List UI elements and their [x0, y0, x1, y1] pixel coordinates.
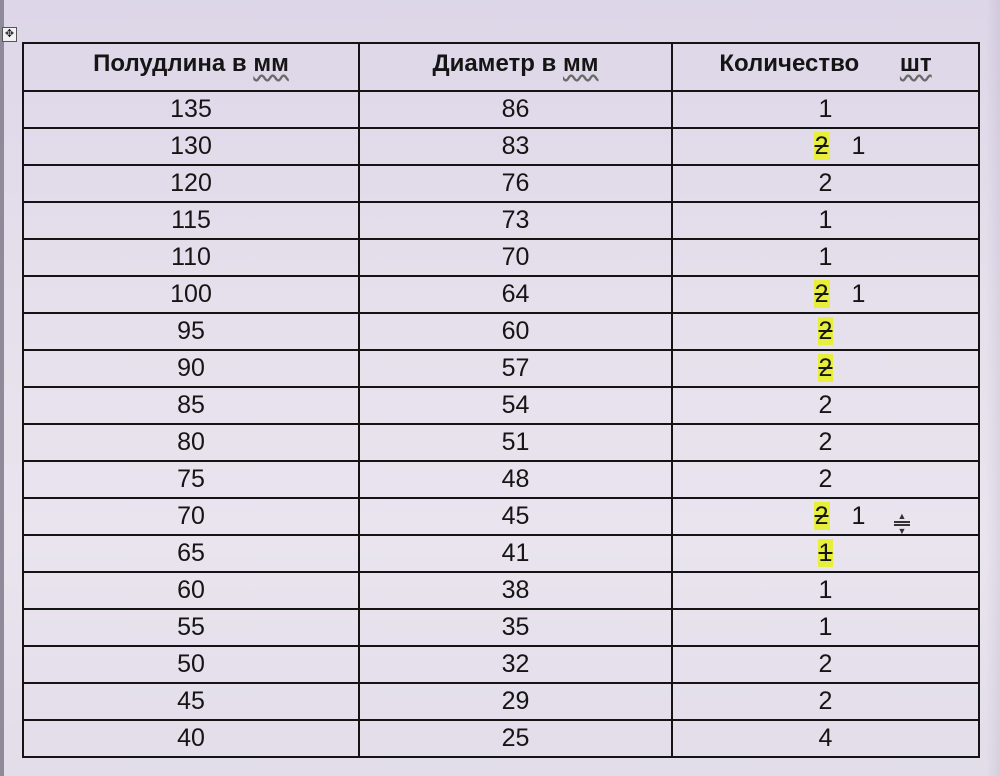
cell-diameter[interactable]: 64 [359, 276, 672, 313]
quantity-current-value: 2 [818, 465, 833, 493]
cell-half-length[interactable]: 60 [23, 572, 359, 609]
table-body [23, 91, 979, 757]
quantity-current-value: 2 [818, 687, 833, 715]
cell-diameter[interactable]: 48 [359, 461, 672, 498]
quantity-value-group [814, 502, 866, 531]
cell-half-length[interactable]: 55 [23, 609, 359, 646]
cell-diameter[interactable]: 83 [359, 128, 672, 165]
cell-diameter[interactable]: 76 [359, 165, 672, 202]
cell-quantity[interactable] [672, 350, 979, 387]
quantity-current-value: 1 [818, 576, 833, 604]
cell-half-length[interactable]: 135 [23, 91, 359, 128]
cell-quantity[interactable] [672, 239, 979, 276]
cell-diameter[interactable]: 60 [359, 313, 672, 350]
table-row [23, 202, 979, 239]
quantity-current-value: 1 [851, 132, 866, 160]
cell-diameter[interactable]: 41 [359, 535, 672, 572]
cell-quantity[interactable] [672, 165, 979, 202]
table-row [23, 535, 979, 572]
cell-quantity[interactable] [672, 572, 979, 609]
table-move-handle-icon[interactable]: ✥ [2, 27, 17, 42]
cell-diameter[interactable]: 57 [359, 350, 672, 387]
quantity-value-group [819, 576, 833, 605]
quantity-value-group [819, 650, 833, 679]
cell-quantity[interactable] [672, 646, 979, 683]
quantity-value-group [819, 169, 833, 198]
cell-quantity[interactable] [672, 498, 979, 535]
cell-quantity[interactable] [672, 128, 979, 165]
quantity-current-value: 2 [818, 428, 833, 456]
cell-quantity[interactable] [672, 202, 979, 239]
cell-half-length[interactable]: 70 [23, 498, 359, 535]
header-diameter-label: Диаметр в мм [432, 50, 599, 77]
cell-quantity[interactable] [672, 609, 979, 646]
quantity-table [22, 42, 980, 758]
table-row [23, 276, 979, 313]
header-quantity-label: Количество [719, 50, 860, 77]
cell-half-length[interactable]: 50 [23, 646, 359, 683]
table-row [23, 683, 979, 720]
cell-diameter[interactable]: 25 [359, 720, 672, 757]
cell-half-length[interactable]: 75 [23, 461, 359, 498]
cell-half-length[interactable]: 110 [23, 239, 359, 276]
quantity-struck-old-value: 2 [814, 280, 829, 308]
quantity-value-group [819, 687, 833, 716]
table-row [23, 313, 979, 350]
quantity-value-group [818, 539, 834, 568]
table-row [23, 424, 979, 461]
quantity-current-value: 4 [818, 724, 833, 752]
quantity-value-group [818, 354, 834, 383]
quantity-current-value: 1 [818, 613, 833, 641]
header-quantity[interactable] [672, 43, 979, 91]
quantity-value-group [819, 465, 833, 494]
table-row [23, 461, 979, 498]
quantity-current-value: 1 [818, 95, 833, 123]
quantity-current-value: 2 [818, 169, 833, 197]
header-unit-mm: мм [562, 50, 599, 77]
quantity-value-group [819, 391, 833, 420]
cell-quantity[interactable] [672, 424, 979, 461]
table-row [23, 165, 979, 202]
quantity-value-group [814, 280, 866, 309]
cell-quantity[interactable] [672, 91, 979, 128]
cell-quantity[interactable] [672, 313, 979, 350]
table-row [23, 387, 979, 424]
cell-half-length[interactable]: 115 [23, 202, 359, 239]
cell-half-length[interactable]: 120 [23, 165, 359, 202]
quantity-value-group [819, 613, 833, 642]
quantity-value-group [819, 724, 833, 753]
cell-diameter[interactable]: 86 [359, 91, 672, 128]
quantity-current-value: 2 [818, 650, 833, 678]
cell-half-length[interactable]: 80 [23, 424, 359, 461]
header-half-length-label: Полудлина в мм [93, 50, 289, 77]
quantity-table-container [22, 42, 978, 758]
cell-diameter[interactable]: 54 [359, 387, 672, 424]
quantity-struck-old-value: 1 [818, 539, 833, 567]
quantity-struck-old-value: 2 [814, 502, 829, 530]
cell-half-length[interactable]: 130 [23, 128, 359, 165]
cell-half-length[interactable]: 45 [23, 683, 359, 720]
header-half-length[interactable] [23, 43, 359, 91]
row-resize-cursor-icon: ▲ ▼ [893, 512, 911, 534]
quantity-current-value: 1 [818, 243, 833, 271]
cell-half-length[interactable]: 85 [23, 387, 359, 424]
cell-diameter[interactable]: 51 [359, 424, 672, 461]
header-diameter[interactable] [359, 43, 672, 91]
quantity-current-value: 2 [818, 391, 833, 419]
cell-diameter[interactable]: 73 [359, 202, 672, 239]
table-row [23, 91, 979, 128]
cell-quantity[interactable] [672, 535, 979, 572]
cell-quantity[interactable] [672, 461, 979, 498]
cell-diameter[interactable]: 35 [359, 609, 672, 646]
quantity-value-group [818, 317, 834, 346]
cell-diameter[interactable]: 70 [359, 239, 672, 276]
table-row [23, 239, 979, 276]
cell-half-length[interactable]: 65 [23, 535, 359, 572]
quantity-current-value: 1 [851, 502, 866, 530]
page-left-edge [0, 0, 4, 776]
cell-quantity[interactable] [672, 387, 979, 424]
quantity-value-group [819, 428, 833, 457]
cell-diameter[interactable]: 45 [359, 498, 672, 535]
quantity-current-value: 1 [851, 280, 866, 308]
quantity-value-group [814, 132, 866, 161]
table-row [23, 498, 979, 535]
quantity-struck-old-value: 2 [818, 354, 833, 382]
cell-quantity[interactable] [672, 720, 979, 757]
cell-half-length[interactable]: 40 [23, 720, 359, 757]
quantity-value-group [819, 206, 833, 235]
cell-quantity[interactable] [672, 683, 979, 720]
table-row [23, 720, 979, 757]
header-quantity-unit: шт [899, 50, 932, 77]
table-row [23, 350, 979, 387]
quantity-value-group [819, 95, 833, 124]
quantity-current-value: 1 [818, 206, 833, 234]
table-header-row [23, 43, 979, 91]
table-row [23, 646, 979, 683]
quantity-value-group [819, 243, 833, 272]
table-row [23, 609, 979, 646]
cell-diameter[interactable]: 29 [359, 683, 672, 720]
cell-half-length[interactable]: 95 [23, 313, 359, 350]
cell-quantity[interactable] [672, 276, 979, 313]
cell-diameter[interactable]: 38 [359, 572, 672, 609]
cell-diameter[interactable]: 32 [359, 646, 672, 683]
quantity-struck-old-value: 2 [818, 317, 833, 345]
header-unit-mm: мм [253, 50, 289, 77]
screen-shade [986, 0, 1000, 776]
quantity-struck-old-value: 2 [814, 132, 829, 160]
cell-half-length[interactable]: 100 [23, 276, 359, 313]
table-row [23, 572, 979, 609]
cell-half-length[interactable]: 90 [23, 350, 359, 387]
table-row [23, 128, 979, 165]
